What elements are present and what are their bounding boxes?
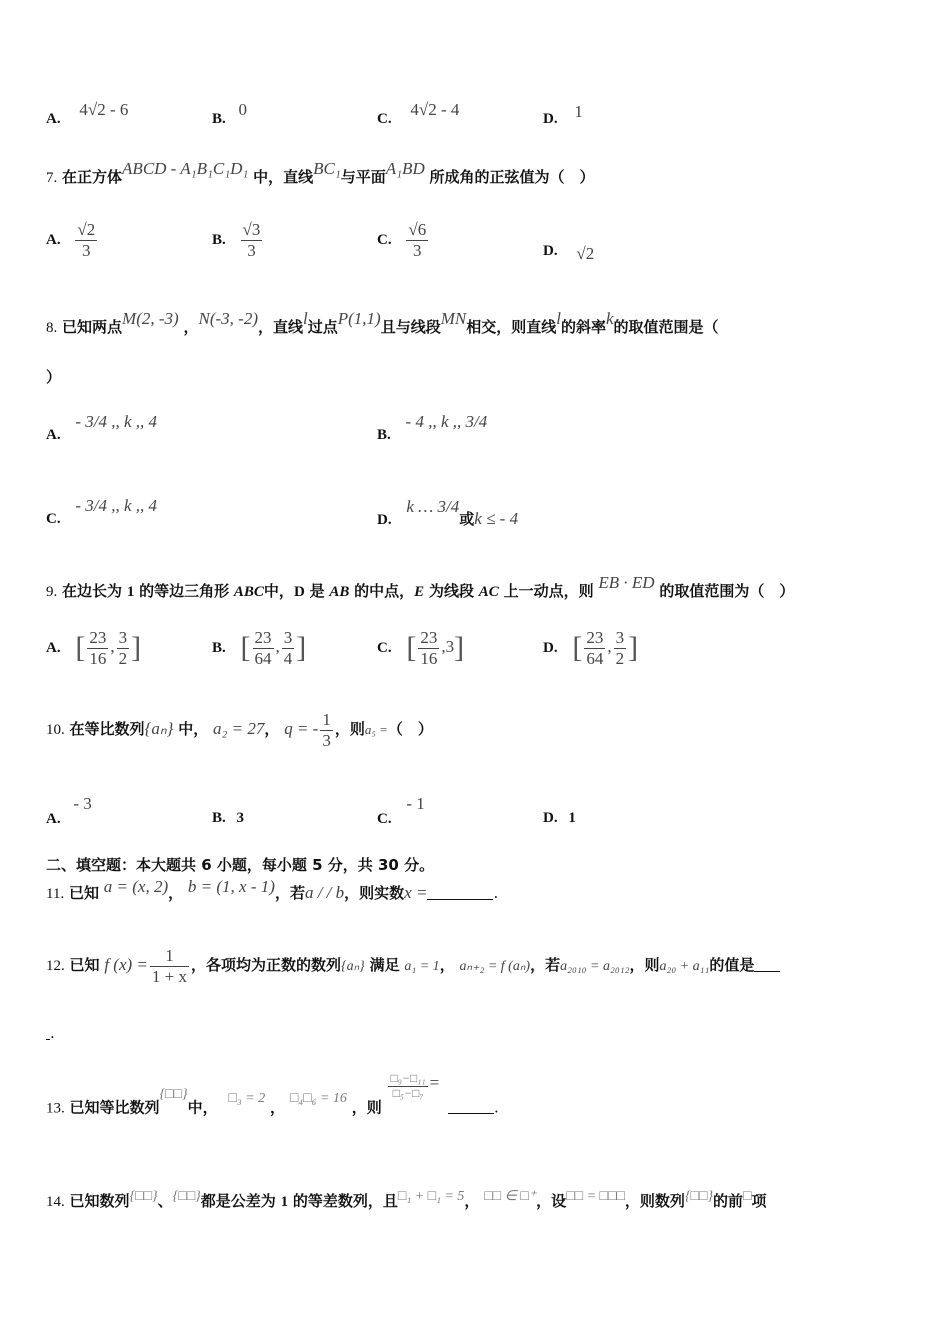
question-text: 已知两点 <box>62 318 123 336</box>
question-text: 已知数列 <box>69 1192 130 1210</box>
numerator: 23 <box>586 628 604 647</box>
left-bracket: [ <box>406 631 417 665</box>
option-label: A. <box>46 427 61 443</box>
denominator: 2 <box>118 648 128 668</box>
option-label: A. <box>46 111 61 127</box>
denominator: 3 <box>82 240 91 260</box>
question-number: 11. <box>46 886 65 902</box>
math-expression: {aₙ} <box>144 719 174 739</box>
question-text: 所成角的正弦值为（ ） <box>429 168 595 186</box>
question-text: ， <box>464 1192 480 1210</box>
numerator: 1 <box>150 946 189 967</box>
question-text: 已知 <box>68 884 99 902</box>
question-text: 满足 <box>369 956 400 975</box>
option-label: B. <box>212 810 226 826</box>
q7-option-c[interactable] <box>377 220 430 260</box>
option-value: 4√2 - 4 <box>410 100 460 119</box>
option-value: 4√2 - 6 <box>79 100 129 119</box>
option-value: 1 <box>568 810 576 826</box>
interval: [ $\frac{23}{64}$ , $\frac{3}{2}$ ] <box>572 628 639 668</box>
numerator: 1 <box>322 710 331 729</box>
question-number: 7. <box>46 170 58 186</box>
math-expression: a = (x, 2) <box>103 877 169 896</box>
numerator: √6 <box>408 220 427 239</box>
question-text: ，直线 <box>257 318 303 336</box>
math-expression: {□□} <box>684 1189 714 1204</box>
math-expression: D <box>293 584 305 600</box>
section-heading <box>46 854 434 875</box>
numerator: 3 <box>615 628 625 647</box>
q6-option-d[interactable] <box>543 102 583 128</box>
math-expression: l <box>556 309 561 328</box>
math-expression: a₅ = <box>364 722 388 738</box>
option-label: B. <box>212 639 226 656</box>
question-text: 已知 <box>69 956 100 975</box>
question-text: 与平面 <box>340 168 386 186</box>
question-text: ） <box>46 368 62 386</box>
math-expression: l <box>303 309 308 328</box>
q8-option-d[interactable] <box>377 497 519 529</box>
question-12-continued <box>46 1024 55 1042</box>
question-text: 的值是 <box>709 956 755 975</box>
question-text: ，若 <box>530 956 561 975</box>
math-expression: EB · ED <box>598 573 655 592</box>
option-label: C. <box>377 639 392 656</box>
right-bracket: ] <box>131 631 142 665</box>
option-text: 或 <box>459 510 475 528</box>
denominator: 2 <box>615 648 625 668</box>
fraction-high <box>117 628 130 668</box>
question-9 <box>46 573 795 601</box>
fraction-low <box>87 628 108 668</box>
option-label: D. <box>543 243 558 259</box>
numerator: 23 <box>420 628 438 647</box>
question-text: ， <box>270 1098 286 1117</box>
question-text: ，则 <box>351 1098 382 1117</box>
denominator: 16 <box>89 648 107 668</box>
question-text: 为线段 <box>428 582 474 600</box>
fraction-high <box>282 628 295 668</box>
q9-option-d[interactable] <box>543 628 638 668</box>
interval: [ $\frac{23}{16}$ ,3] <box>406 628 465 668</box>
left-bracket: [ <box>75 631 86 665</box>
question-text: 的中点， <box>354 582 415 600</box>
option-label: C. <box>377 232 392 249</box>
question-13 <box>46 1071 499 1123</box>
left-bracket: [ <box>240 631 251 665</box>
numerator: 23 <box>254 628 272 647</box>
question-text: 的取值范围为（ ） <box>659 582 795 600</box>
q9-option-c[interactable] <box>377 628 464 668</box>
question-text: 且与线段 <box>380 318 441 336</box>
numerator: 3 <box>283 628 293 647</box>
answer-blank[interactable] <box>448 1113 494 1114</box>
denominator: □₅−□₇ <box>392 1085 424 1100</box>
math-expression: P(1,1) <box>337 309 381 328</box>
question-text: 项 <box>751 1192 767 1210</box>
left-bracket: [ <box>572 631 583 665</box>
question-text: ，则实数 <box>344 884 405 902</box>
punctuation: . <box>493 884 499 902</box>
option-fraction <box>241 220 263 260</box>
math-expression: N(-3, -2) <box>198 309 258 328</box>
question-number: 14. <box>46 1194 65 1210</box>
math-expression: AB <box>329 584 350 600</box>
math-expression: a₂₀₁₀ = a₂₀₁₂ <box>560 959 630 975</box>
option-label: C. <box>377 111 392 127</box>
question-8 <box>46 309 719 337</box>
math-expression: a / / b <box>304 883 345 902</box>
q6-option-a[interactable] <box>46 100 129 128</box>
question-text: ， <box>183 318 199 336</box>
question-8-continued <box>46 366 61 387</box>
question-10 <box>46 710 433 750</box>
math-expression: {□□} <box>172 1189 201 1204</box>
numerator: √3 <box>242 220 261 239</box>
math-expression: M(2, -3) <box>122 309 179 328</box>
q6-option-c[interactable] <box>377 100 460 128</box>
option-value-tail: k ≤ - 4 <box>474 509 519 528</box>
math-fraction <box>388 1072 427 1101</box>
option-value: 3 <box>236 810 245 826</box>
math-expression: BC₁ <box>313 159 341 178</box>
math-expression: = <box>429 1073 440 1093</box>
question-text: 已知等比数列 <box>69 1098 160 1117</box>
question-14 <box>46 1190 767 1211</box>
fraction-low <box>418 628 439 668</box>
math-expression: □₄□₆ = 16 <box>289 1091 347 1107</box>
option-fraction <box>406 220 428 260</box>
math-expression: □□ ∈ □⁺ <box>484 1189 537 1204</box>
option-label: D. <box>543 810 558 826</box>
question-text: ， <box>168 884 184 902</box>
denominator: 3 <box>322 730 331 750</box>
denominator: 64 <box>586 648 604 668</box>
right-bracket: ] <box>296 631 307 665</box>
question-number-inline: 1 <box>280 1194 289 1210</box>
option-label: D. <box>377 512 392 528</box>
question-text: 中，直线 <box>253 168 314 186</box>
q9-option-b[interactable] <box>212 628 306 668</box>
question-text: 是 <box>309 582 325 600</box>
math-expression: □₃ = 2 <box>228 1091 266 1107</box>
option-label: B. <box>212 232 226 249</box>
q7-option-a[interactable] <box>46 220 99 260</box>
math-expression: a₂₀ + a₁₁ <box>659 959 710 975</box>
q6-option-b[interactable] <box>212 100 248 128</box>
option-label: C. <box>46 511 61 527</box>
option-label: A. <box>46 232 61 249</box>
math-expression: {□□} <box>159 1087 188 1103</box>
option-value: - 3 <box>73 794 92 813</box>
option-value: 0 <box>238 100 248 119</box>
question-number: 8. <box>46 320 58 336</box>
question-text: 过点 <box>307 318 338 336</box>
question-text: （ ） <box>387 720 433 739</box>
math-expression: □₁ + □₁ = 5 <box>397 1189 465 1204</box>
question-text: 的等边三角形 <box>139 582 230 600</box>
math-fraction <box>150 946 189 986</box>
option-value: - 3/4 ,, k ,, 4 <box>75 496 158 515</box>
option-value: - 1 <box>406 794 425 813</box>
q10-option-b[interactable] <box>212 808 244 827</box>
math-expression: AC <box>478 584 499 600</box>
q10-option-c[interactable] <box>377 794 425 828</box>
q8-option-a[interactable] <box>46 412 158 444</box>
denominator: 16 <box>420 648 438 668</box>
question-text: 在边长为 <box>62 582 123 600</box>
question-number: 9. <box>46 584 58 600</box>
denominator: 1 + x <box>151 966 187 986</box>
fraction-low <box>253 628 274 668</box>
question-text: 的等差数列，且 <box>292 1192 398 1210</box>
denominator: 3 <box>247 240 256 260</box>
fraction-high <box>614 628 627 668</box>
q10-option-a[interactable] <box>46 794 92 828</box>
question-text: 在正方体 <box>62 168 123 186</box>
math-expression: MN <box>440 309 467 328</box>
question-text: 中， <box>263 582 294 600</box>
question-12 <box>46 946 780 986</box>
numerator: □₉−□₁₁ <box>390 1071 426 1085</box>
denominator: 3 <box>413 240 422 260</box>
question-text: ，设 <box>536 1192 567 1210</box>
question-text: ，各项均为正数的数列 <box>190 956 341 975</box>
math-fraction <box>320 710 333 750</box>
math-expression: {□□} <box>129 1189 158 1204</box>
question-text: 、 <box>157 1192 173 1210</box>
math-expression: q = - <box>284 719 319 739</box>
option-value: 1 <box>574 102 583 121</box>
q8-option-c[interactable] <box>46 496 158 528</box>
math-expression: k <box>606 309 614 328</box>
numerator: √2 <box>77 220 96 239</box>
math-expression: a₂ = 27 <box>213 719 265 739</box>
interval: [ $\frac{23}{16}$ , $\frac{3}{2}$ ] <box>75 628 142 668</box>
question-text: 的前 <box>713 1192 744 1210</box>
question-text: 中， <box>178 720 209 739</box>
right-bracket: ] <box>454 631 465 665</box>
math-expression: □□ = □□□ <box>566 1189 625 1204</box>
punctuation: . <box>50 1024 55 1042</box>
question-text: ，则 <box>334 720 365 739</box>
math-expression: aₙ₊₂ = f (aₙ) <box>459 959 531 975</box>
interval-high: 3 <box>445 636 455 656</box>
math-expression: b = (1, x - 1) <box>187 877 275 896</box>
answer-blank[interactable] <box>754 971 780 972</box>
question-text: 的斜率 <box>560 318 606 336</box>
question-number-inline: 1 <box>126 584 135 600</box>
option-fraction <box>75 220 97 260</box>
punctuation: . <box>493 1098 499 1117</box>
math-expression: □ <box>743 1189 752 1204</box>
math-expression: ABCD - A₁B₁C₁D₁ <box>122 159 249 178</box>
question-number: 13. <box>46 1100 65 1117</box>
option-value: k … 3/4 <box>406 497 460 516</box>
answer-blank[interactable] <box>427 899 493 900</box>
option-label: B. <box>377 427 391 443</box>
question-text: ，若 <box>274 884 305 902</box>
right-bracket: ] <box>628 631 639 665</box>
question-text: ， <box>439 956 455 975</box>
question-text: ，则 <box>629 956 660 975</box>
option-label: C. <box>377 811 392 827</box>
question-text: 相交，则直线 <box>466 318 557 336</box>
numerator: 3 <box>118 628 128 647</box>
q7-option-d[interactable] <box>543 240 595 263</box>
section-title: 二、填空题：本大题共 6 小题，每小题 5 分，共 30 分。 <box>46 856 435 874</box>
q8-option-b[interactable] <box>377 412 488 444</box>
question-text: 中， <box>187 1098 218 1117</box>
math-expression: f (x) = <box>104 955 148 975</box>
option-value: - 3/4 ,, k ,, 4 <box>75 412 158 431</box>
question-text: ， <box>264 720 280 739</box>
question-number: 12. <box>46 958 65 975</box>
question-text: 都是公差为 <box>200 1192 276 1210</box>
math-expression: x = <box>404 883 428 902</box>
math-expression: A₁BD <box>385 159 425 178</box>
question-text: 在等比数列 <box>69 720 145 739</box>
option-label: D. <box>543 111 558 127</box>
option-label: B. <box>212 111 226 127</box>
question-text: 的取值范围是（ <box>613 318 719 336</box>
option-value: √2 <box>576 244 595 263</box>
math-expression: {aₙ} <box>341 959 365 975</box>
question-text: 上一动点，则 <box>503 582 594 600</box>
math-expression: E <box>414 584 425 600</box>
q9-option-a[interactable] <box>46 628 141 668</box>
question-7 <box>46 159 595 187</box>
math-expression: a₁ = 1 <box>404 959 440 975</box>
denominator: 64 <box>254 648 272 668</box>
question-number: 10. <box>46 722 65 739</box>
q10-option-d[interactable] <box>543 808 576 827</box>
option-label: A. <box>46 811 61 827</box>
option-label: D. <box>543 639 558 656</box>
numerator: 23 <box>89 628 107 647</box>
option-value: - 4 ,, k ,, 3/4 <box>405 412 488 431</box>
denominator: 4 <box>283 648 293 668</box>
q7-option-b[interactable] <box>212 220 264 260</box>
math-expression: ABC <box>233 584 264 600</box>
question-11 <box>46 877 499 903</box>
option-label: A. <box>46 639 61 656</box>
interval: [ $\frac{23}{64}$ , $\frac{3}{4}$ ] <box>240 628 307 668</box>
fraction-low <box>584 628 605 668</box>
question-text: ，则数列 <box>624 1192 685 1210</box>
